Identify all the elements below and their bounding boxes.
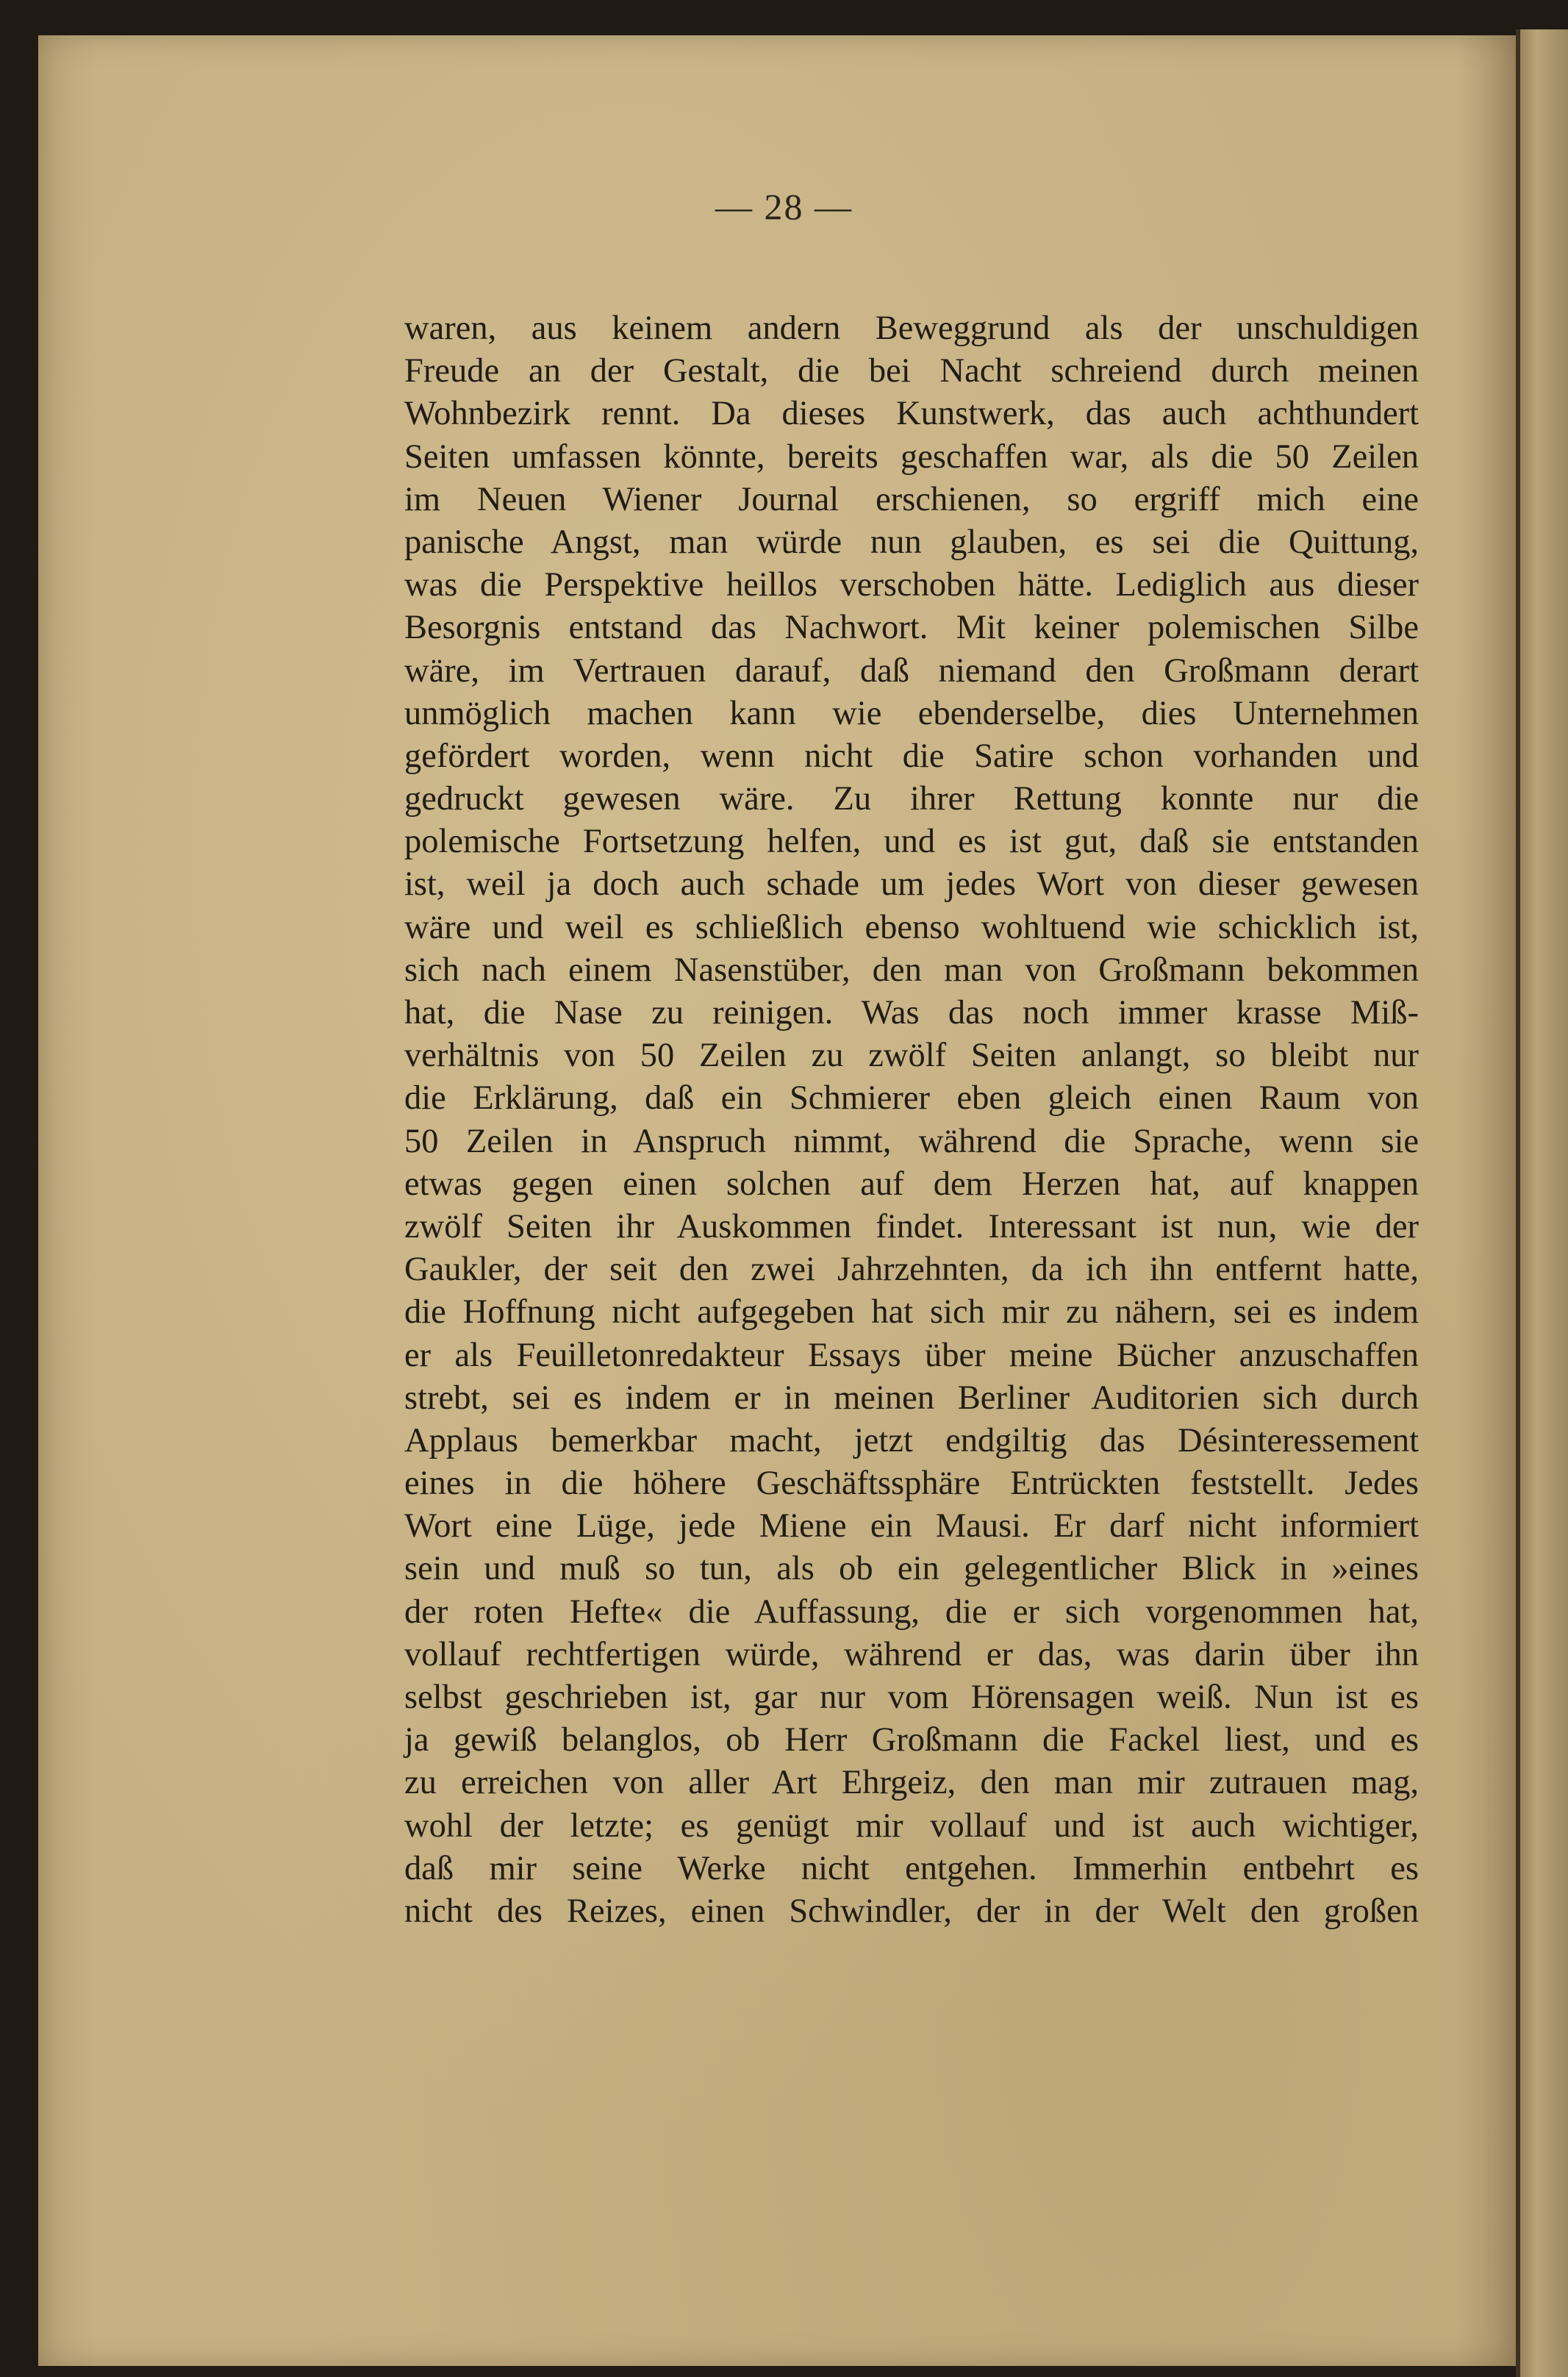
text-line: wohl der letzte; es genügt mir vollauf und ist auch wichtiger, [404, 1806, 1419, 1845]
text-line: Wort eine Lüge, jede Miene ein Mausi. Er darf nicht informiert [404, 1507, 1419, 1545]
text-line: hat, die Nase zu reinigen. Was das noch immer krasse Miß- [404, 994, 1419, 1032]
text-line: strebt, sei es indem er in meinen Berliner Auditorien sich durch [404, 1379, 1419, 1417]
text-line: ist, weil ja doch auch schade um jedes Wort von dieser gewesen [404, 865, 1419, 904]
text-line: daß mir seine Werke nicht entgehen. Immerhin entbehrt es [404, 1849, 1419, 1887]
text-line: sein und muß so tun, als ob ein gelegentlicher Blick in »eines [404, 1550, 1419, 1588]
text-line: verhältnis von 50 Zeilen zu zwölf Seiten anlangt, so bleibt nur [404, 1037, 1419, 1075]
text-line: sich nach einem Nasenstüber, den man von Großmann bekommen [404, 951, 1419, 989]
text-line: eines in die höhere Geschäftssphäre Entrückten feststellt. Jedes [404, 1465, 1419, 1503]
text-line: selbst geschrieben ist, gar nur vom Hörensagen weiß. Nun ist es [404, 1679, 1419, 1716]
text-line: wäre, im Vertrauen darauf, daß niemand den Großmann derart [404, 651, 1419, 690]
text-line: wäre und weil es schließlich ebenso wohltuend wie schicklich ist, [404, 908, 1419, 946]
text-line: unmöglich machen kann wie ebenderselbe, dies Unternehmen [404, 694, 1419, 732]
body-text [404, 307, 1419, 1933]
text-line: gefördert worden, wenn nicht die Satire schon vorhanden und [404, 737, 1419, 775]
text-line: polemische Fortsetzung helfen, und es ist gut, daß sie entstanden [404, 823, 1419, 861]
text-line: ja gewiß belanglos, ob Herr Großmann die Fackel liest, und es [404, 1721, 1419, 1759]
text-line: zwölf Seiten ihr Auskommen findet. Interessant ist nun, wie der [404, 1207, 1419, 1245]
text-line: im Neuen Wiener Journal erschienen, so ergriff mich eine [404, 480, 1419, 518]
text-line: vollauf rechtfertigen würde, während er das, was darin über ihn [404, 1635, 1419, 1673]
text-line: panische Angst, man würde nun glauben, es sei die Quittung, [404, 523, 1419, 561]
text-line: was die Perspektive heillos verschoben hätte. Lediglich aus dieser [404, 566, 1419, 604]
text-line: 50 Zeilen in Anspruch nimmt, während die Sprache, wenn sie [404, 1122, 1419, 1160]
text-line: nicht des Reizes, einen Schwindler, der in der Welt den großen [404, 1892, 1419, 1930]
text-line: Applaus bemerkbar macht, jetzt endgiltig das Désinteressement [404, 1421, 1419, 1459]
text-line: die Erklärung, daß ein Schmierer eben gleich einen Raum von [404, 1079, 1419, 1118]
adjacent-page-edge [1516, 29, 1568, 2377]
text-line: Wohnbezirk rennt. Da dieses Kunstwerk, das auch achthundert [404, 395, 1419, 433]
text-line: Seiten umfassen könnte, bereits geschaffen war, als die 50 Zeilen [404, 437, 1419, 476]
text-line: Gaukler, der seit den zwei Jahrzehnten, da ich ihn entfernt hatte, [404, 1251, 1419, 1289]
text-line: waren, aus keinem andern Beweggrund als der unschuldigen [404, 310, 1419, 347]
text-line: Besorgnis entstand das Nachwort. Mit keiner polemischen Silbe [404, 609, 1419, 647]
page-number: — 28 — [715, 186, 853, 227]
text-line: zu erreichen von aller Art Ehrgeiz, den man mir zutrauen mag, [404, 1764, 1419, 1802]
text-line: gedruckt gewesen wäre. Zu ihrer Rettung konnte nur die [404, 780, 1419, 818]
text-line: er als Feuilletonredakteur Essays über meine Bücher anzuschaffen [404, 1336, 1419, 1374]
text-line: die Hoffnung nicht aufgegeben hat sich mir zu nähern, sei es indem [404, 1293, 1419, 1332]
text-line: etwas gegen einen solchen auf dem Herzen hat, auf knappen [404, 1165, 1419, 1203]
text-line: der roten Hefte« die Auffassung, die er sich vorgenommen hat, [404, 1593, 1419, 1631]
text-line: Freude an der Gestalt, die bei Nacht schreiend durch meinen [404, 352, 1419, 390]
